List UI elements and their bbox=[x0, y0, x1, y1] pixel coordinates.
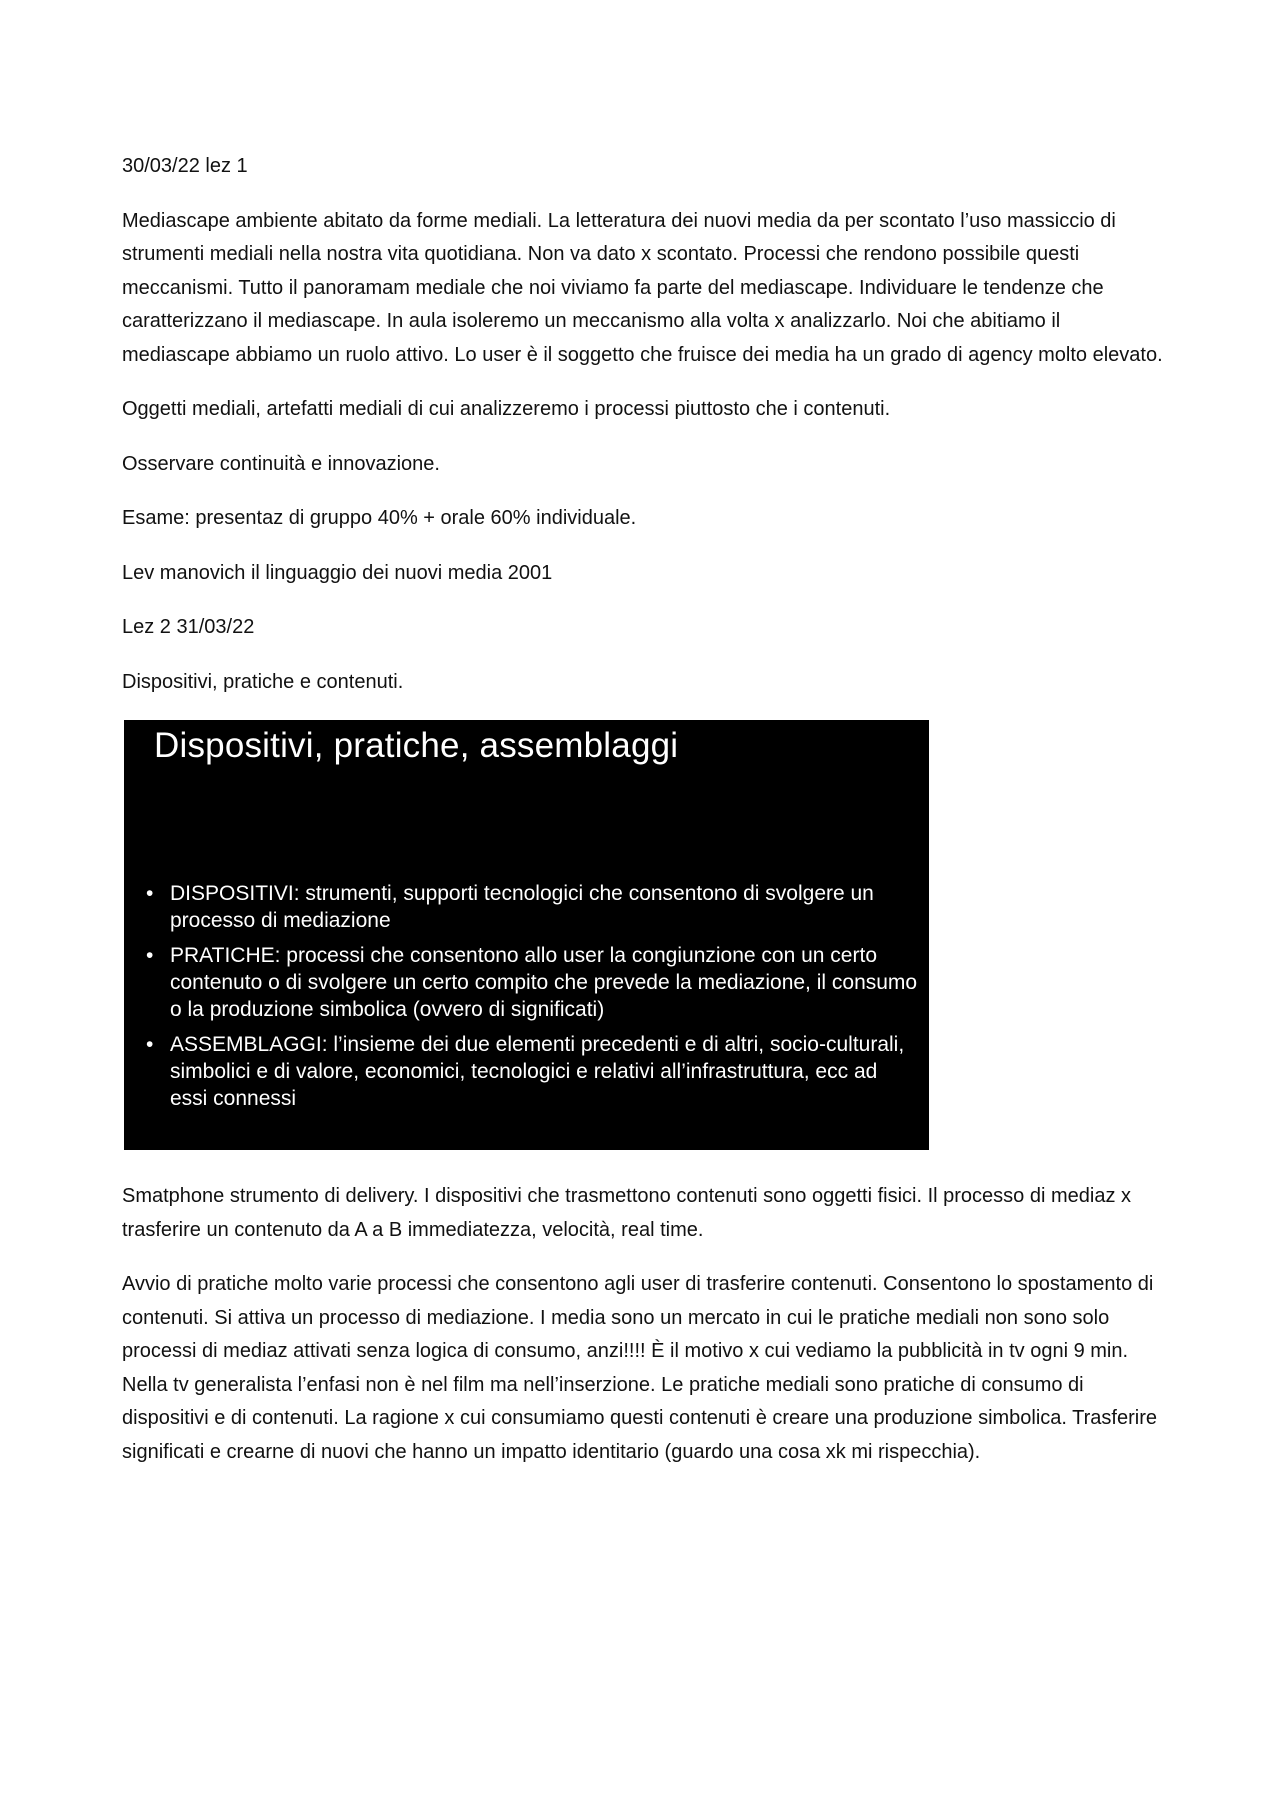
paragraph-smartphone: Smatphone strumento di delivery. I dispositivi che trasmettono contenuti sono oggetti fisici. Il processo di mediaz x trasferire un contenuto da A a B immediatezza, velocità, real time. bbox=[122, 1185, 1132, 1241]
paragraph-dispositivi: Dispositivi, pratiche e contenuti. bbox=[122, 670, 404, 693]
slide-image bbox=[124, 720, 929, 1150]
slide-title: Dispositivi, pratiche, assemblaggi bbox=[154, 726, 679, 765]
paragraph-manovich: Lev manovich il linguaggio dei nuovi media 2001 bbox=[122, 561, 553, 584]
slide-bullet-text: PRATICHE: processi che consentono allo user la congiunzione con un certo contenuto o di svolgere un certo compito che prevede la mediazione, il consumo o la produzione simbolica (ovvero di significati) bbox=[170, 944, 918, 1021]
bullet-marker: • bbox=[146, 944, 154, 967]
date-heading: 30/03/22 lez 1 bbox=[122, 155, 248, 177]
paragraph-continuita: Osservare continuità e innovazione. bbox=[122, 452, 440, 475]
paragraph-oggetti-mediali: Oggetti mediali, artefatti mediali di cui analizzeremo i processi piuttosto che i contenuti. bbox=[122, 398, 891, 420]
paragraph-pratiche: Avvio di pratiche molto varie processi che consentono agli user di trasferire contenuti. Consentono lo spostamento di contenuti. Si attiva un processo di mediazione. I media sono un mercato in cui le pratiche mediali non sono solo processi di mediaz attivati senza logica di consumo, anzi!!!! È il motivo x cui vediamo la pubblicità in tv ogni 9 min. Nella tv generalista l’enfasi non è nel film ma nell’inserzione. Le pratiche mediali sono pratiche di consumo di dispositivi e di contenuti. La ragione x cui consumiamo questi contenuti è creare una produzione simbolica. Trasferire significati e crearne di nuovi che hanno un impatto identitario (guardo una cosa xk mi rispecchia). bbox=[122, 1273, 1157, 1463]
slide-bullet-list bbox=[146, 880, 919, 1120]
slide-bullet-dispositivi bbox=[146, 880, 919, 934]
slide-bullet-pratiche bbox=[146, 942, 919, 1023]
paragraph-mediascape: Mediascape ambiente abitato da forme mediali. La letteratura dei nuovi media da per scontato l’uso massiccio di strumenti mediali nella nostra vita quotidiana. Non va dato x scontato. Processi che rendono possibile questi meccanismi. Tutto il panoramam mediale che noi viviamo fa parte del mediascape. Individuare le tendenze che caratterizzano il mediascape. In aula isoleremo un meccanismo alla volta x analizzarlo. Noi che abitiamo il mediascape abbiamo un ruolo attivo. Lo user è il soggetto che fruisce dei media ha un grado di agency molto elevato. bbox=[122, 209, 1163, 366]
bullet-marker: • bbox=[146, 1033, 154, 1056]
bullet-marker: • bbox=[146, 882, 154, 905]
document-page bbox=[122, 150, 1172, 1490]
slide-bullet-assemblaggi bbox=[146, 1031, 919, 1112]
slide-bullet-text: ASSEMBLAGGI: l’insieme dei due elementi precedenti e di altri, socio-culturali, simbolici e di valore, economici, tecnologici e relativi all’infrastruttura, ecc ad essi connessi bbox=[170, 1033, 905, 1110]
lesson-2-heading: Lez 2 31/03/22 bbox=[122, 616, 255, 638]
slide-bullet-text: DISPOSITIVI: strumenti, supporti tecnologici che consentono di svolgere un processo di mediazione bbox=[170, 882, 874, 932]
paragraph-esame: Esame: presentaz di gruppo 40% + orale 60% individuale. bbox=[122, 507, 637, 529]
